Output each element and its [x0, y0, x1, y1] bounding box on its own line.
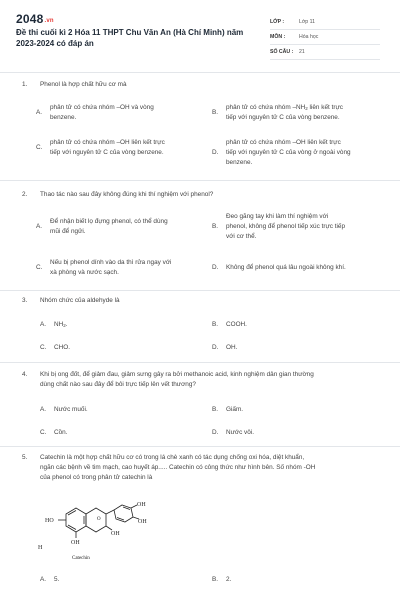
- question-divider: [0, 180, 400, 181]
- oh-label-ring: OH: [111, 531, 120, 537]
- option-text-line: xà phòng và nước sạch.: [50, 269, 119, 276]
- question-text-line: Catechin là một hợp chất hữu cơ có trong lá chè xanh có tác dụng chống oxi hóa, diệt khuẩn,: [40, 454, 305, 461]
- option-1c[interactable]: [36, 138, 206, 160]
- question-number: 4.: [22, 371, 28, 378]
- option-2b[interactable]: [212, 212, 382, 244]
- question-text-line: của phenol có trong phân tử catechin là: [40, 474, 153, 481]
- ring-a: [66, 508, 86, 532]
- question-5: [22, 453, 378, 485]
- option-text-line: Nước muối.: [54, 406, 88, 413]
- option-text-line: phân tử có chứa nhóm –OH và vòng: [50, 104, 154, 111]
- question-4: [22, 370, 378, 392]
- option-text-line: Không để phenol quá lâu ngoài không khí.: [226, 264, 346, 271]
- meta-value: Lớp 11: [299, 19, 315, 25]
- option-text-line: tiếp với nguyên tử C của vòng benzene.: [226, 114, 340, 121]
- option-4c[interactable]: [40, 428, 200, 440]
- option-text-line: với cơ thể.: [226, 233, 257, 240]
- question-number: 2.: [22, 191, 28, 198]
- option-text-line: tiếp với nguyên tử C của vòng benzene.: [50, 149, 164, 156]
- option-text-line: Đeo găng tay khi làm thí nghiệm với: [226, 213, 329, 220]
- option-2a[interactable]: [36, 217, 206, 239]
- option-text-line: Để nhận biết lọ đựng phenol, có thể dùng: [50, 218, 168, 225]
- ho-label: HO: [45, 518, 54, 524]
- option-text-line: OH.: [226, 344, 238, 351]
- option-letter: B.: [212, 406, 219, 413]
- option-letter: D.: [212, 264, 219, 271]
- question-number: 5.: [22, 454, 28, 461]
- option-text-line: Giấm.: [226, 406, 244, 413]
- diagram-caption: Catechin: [72, 556, 90, 561]
- ring-c: [86, 508, 106, 532]
- option-text-line: Nước vôi.: [226, 429, 254, 436]
- meta-key: SỐ CÂU :: [270, 49, 294, 55]
- subscript: 2: [63, 323, 66, 328]
- option-text-line: benzene.: [226, 159, 253, 166]
- option-3d[interactable]: [212, 343, 372, 355]
- option-letter: D.: [212, 149, 219, 156]
- logo-suffix: .vn: [44, 18, 54, 24]
- option-text-line: 5.: [54, 576, 60, 583]
- option-4d[interactable]: [212, 428, 372, 440]
- option-letter: B.: [212, 109, 219, 116]
- option-text-part: .: [65, 321, 68, 328]
- option-text-part: phân tử có chứa nhóm –NH: [226, 104, 306, 111]
- option-letter: C.: [36, 144, 43, 151]
- option-text-line: Nếu bị phenol dính vào da thì rửa ngay với: [50, 259, 172, 266]
- option-4b[interactable]: [212, 405, 372, 417]
- oh-label-mid: OH: [138, 519, 147, 525]
- option-letter: B.: [212, 576, 219, 583]
- exam-title: Đề thi cuối kì 2 Hóa 11 THPT Chu Văn An (Hà Chí Minh) năm 2023-2024 có đáp án: [16, 28, 244, 48]
- meta-row-class: [270, 15, 380, 30]
- option-letter: B.: [212, 321, 219, 328]
- ring-oxygen-label: O: [97, 517, 101, 522]
- h-label: H: [38, 545, 43, 551]
- question-divider: [0, 446, 400, 447]
- site-logo[interactable]: [16, 12, 54, 26]
- option-5b[interactable]: [212, 575, 372, 587]
- option-letter: C.: [36, 264, 43, 271]
- option-3c[interactable]: [40, 343, 200, 355]
- option-4a[interactable]: [40, 405, 200, 417]
- option-letter: D.: [212, 429, 219, 436]
- option-text-line: COOH.: [226, 321, 247, 328]
- option-letter: D.: [212, 344, 219, 351]
- option-text-part: liên kết trực: [307, 104, 343, 111]
- exam-meta: [270, 15, 380, 60]
- question-text-line: ngăn các bệnh về tim mạch, cao huyết áp..... Catechin có công thức như hình bên. Số nhóm -OH: [40, 464, 316, 471]
- option-text-line: CHO.: [54, 344, 70, 351]
- oh-label-bottom: OH: [71, 540, 80, 546]
- option-5a[interactable]: [40, 575, 200, 587]
- meta-value: Hóa học: [299, 34, 319, 40]
- question-number: 1.: [22, 81, 28, 88]
- meta-key: LỚP :: [270, 19, 285, 25]
- option-text-line: 2.: [226, 576, 232, 583]
- option-text-line: phenol, không để phenol tiếp xúc trực tiếp: [226, 223, 346, 230]
- question-text-line: Khi bị ong đốt, để giảm đau, giảm sưng gây ra bởi methanoic acid, kinh nghiệm dân gian thường: [40, 371, 314, 378]
- question-text: Nhóm chức của aldehyde là: [40, 297, 120, 304]
- option-3a[interactable]: [40, 320, 200, 332]
- option-letter: C.: [40, 344, 47, 351]
- meta-row-subject: [270, 30, 380, 45]
- option-text-line: phân tử có chứa nhóm –OH liên kết trực: [50, 139, 165, 146]
- option-3b[interactable]: [212, 320, 372, 332]
- option-letter: A.: [40, 321, 47, 328]
- meta-value: 21: [299, 49, 305, 55]
- option-text-line: benzene.: [50, 114, 77, 121]
- header-divider: [0, 72, 400, 73]
- subscript: 2: [305, 106, 308, 111]
- logo-main: 2048: [16, 12, 44, 26]
- question-text: Phenol là hợp chất hữu cơ mà: [40, 81, 127, 88]
- option-text-line: Cồn.: [54, 429, 68, 436]
- option-2c[interactable]: [36, 258, 206, 280]
- catechin-structure-diagram: [36, 502, 156, 568]
- meta-key: MÔN :: [270, 34, 286, 40]
- option-letter: C.: [40, 429, 47, 436]
- option-text-line: tiếp với nguyên tử C của vòng ở ngoài vòng: [226, 149, 351, 156]
- question-text-line: dùng chất nào sau đây để bôi trực tiếp lên vết thương?: [40, 381, 196, 388]
- question-divider: [0, 362, 400, 363]
- option-1a[interactable]: [36, 103, 206, 125]
- option-letter: B.: [212, 223, 219, 230]
- header: [16, 12, 384, 64]
- option-letter: A.: [40, 576, 47, 583]
- oh-label-top: OH: [137, 502, 146, 508]
- option-text-line: phân tử có chứa nhóm –OH liên kết trực: [226, 139, 341, 146]
- question-text: Thao tác nào sau đây không đúng khi thí nghiệm với phenol?: [40, 191, 214, 198]
- meta-row-count: [270, 45, 380, 60]
- question-divider: [0, 290, 400, 291]
- question-number: 3.: [22, 297, 28, 304]
- option-1d[interactable]: [212, 138, 382, 170]
- option-text-line: [54, 320, 68, 331]
- option-letter: A.: [36, 109, 43, 116]
- option-text-part: NH: [54, 321, 64, 328]
- option-1b[interactable]: [212, 103, 382, 125]
- option-letter: A.: [40, 406, 47, 413]
- option-letter: A.: [36, 223, 43, 230]
- option-text-line: mũi để ngửi.: [50, 228, 86, 235]
- option-2d[interactable]: [212, 263, 382, 275]
